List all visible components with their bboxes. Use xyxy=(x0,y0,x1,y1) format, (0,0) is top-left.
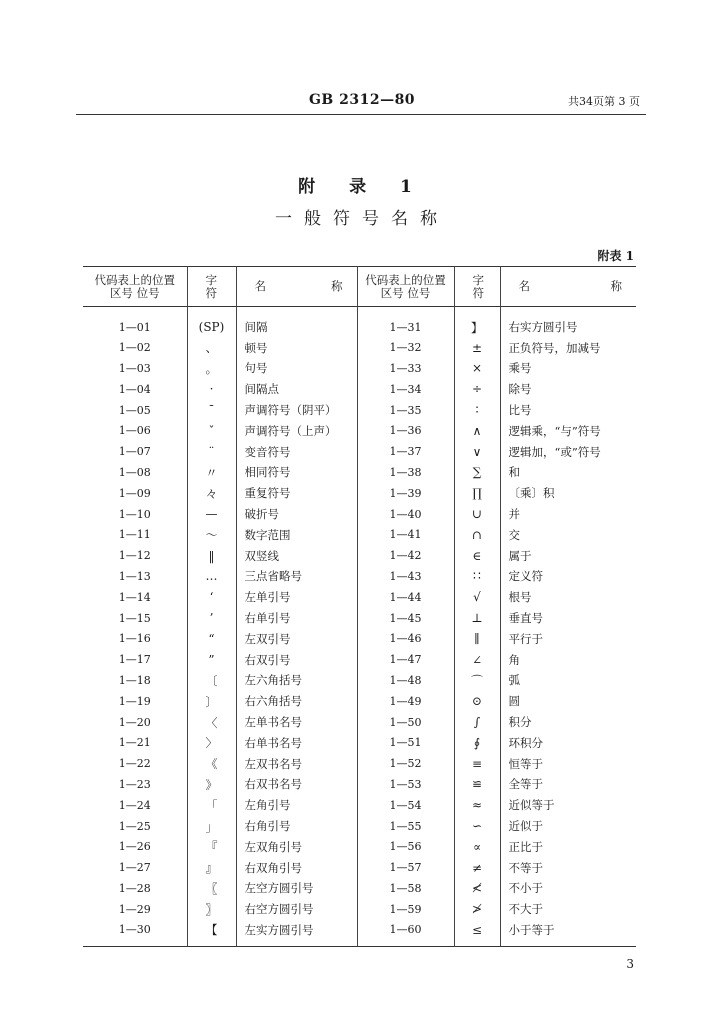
char-right: ⌒ xyxy=(454,670,500,691)
code-right: 1—55 xyxy=(357,816,454,837)
name-left: 间隔点 xyxy=(236,379,357,400)
code-right: 1—53 xyxy=(357,774,454,795)
char-right: ∩ xyxy=(454,524,500,545)
table-row xyxy=(83,337,636,358)
char-right: ∶ xyxy=(454,400,500,421)
code-left: 1—05 xyxy=(83,400,187,421)
char-left: … xyxy=(187,566,236,587)
char-right: ∷ xyxy=(454,566,500,587)
name-right: 除号 xyxy=(508,382,532,397)
name-right: 正负符号，加减号 xyxy=(508,340,601,355)
code-left: 1—02 xyxy=(83,337,187,358)
char-right: × xyxy=(454,358,500,379)
code-right: 1—47 xyxy=(357,649,454,670)
char-right: ∝ xyxy=(454,836,500,857)
code-right: 1—42 xyxy=(357,545,454,566)
code-left: 1—11 xyxy=(83,524,187,545)
char-right: ⊥ xyxy=(454,608,500,629)
char-right: ⊙ xyxy=(454,691,500,712)
code-right: 1—35 xyxy=(357,400,454,421)
char-left: 。 xyxy=(187,358,236,379)
char-left: 》 xyxy=(187,774,236,795)
code-left: 1—29 xyxy=(83,899,187,920)
name-left: 左单引号 xyxy=(236,587,357,608)
char-right: ≯ xyxy=(454,899,500,920)
table-row xyxy=(83,400,636,421)
table-row xyxy=(83,920,636,947)
code-left: 1—16 xyxy=(83,628,187,649)
code-left: 1—24 xyxy=(83,795,187,816)
name-right: 环积分 xyxy=(508,735,543,750)
symbol-table xyxy=(83,266,636,947)
name-right: 乘号 xyxy=(508,361,532,376)
table-row xyxy=(83,691,636,712)
char-right: ∥ xyxy=(454,628,500,649)
name-right: 近似等于 xyxy=(508,798,555,813)
table-row xyxy=(83,857,636,878)
char-right: ± xyxy=(454,337,500,358)
char-right: ≮ xyxy=(454,878,500,899)
table-row xyxy=(83,878,636,899)
table-row xyxy=(83,545,636,566)
code-left: 1—28 xyxy=(83,878,187,899)
table-row xyxy=(83,420,636,441)
char-right: ≌ xyxy=(454,774,500,795)
char-left: 《 xyxy=(187,753,236,774)
name-right: 不小于 xyxy=(508,881,543,896)
table-row xyxy=(83,649,636,670)
code-right: 1—51 xyxy=(357,732,454,753)
char-left: 々 xyxy=(187,483,236,504)
name-right: 近似于 xyxy=(508,819,543,834)
table-row xyxy=(83,774,636,795)
char-right: √ xyxy=(454,587,500,608)
name-right: 右实方圆引号 xyxy=(508,320,578,335)
char-left: ” xyxy=(187,649,236,670)
table-row xyxy=(83,307,636,338)
code-right: 1—46 xyxy=(357,628,454,649)
char-left: 「 xyxy=(187,795,236,816)
char-left: ˇ xyxy=(187,420,236,441)
name-right: 逻辑乘，“与”符号 xyxy=(508,423,601,438)
header-position-line1: 代码表上的位置 xyxy=(94,272,175,287)
char-left: — xyxy=(187,504,236,525)
table-body xyxy=(83,307,636,947)
code-left: 1—15 xyxy=(83,608,187,629)
table-label: 附表 1 xyxy=(597,249,634,263)
code-left: 1—17 xyxy=(83,649,187,670)
char-left: 、 xyxy=(187,337,236,358)
name-right: 定义符 xyxy=(508,569,543,584)
name-left: 左实方圆引号 xyxy=(236,920,357,947)
code-right: 1—33 xyxy=(357,358,454,379)
code-left: 1—20 xyxy=(83,712,187,733)
char-left: 〈 xyxy=(187,712,236,733)
name-left: 左角引号 xyxy=(236,795,357,816)
name-right: 正比于 xyxy=(508,839,543,854)
name-left: 右单书名号 xyxy=(236,732,357,753)
char-left: 』 xyxy=(187,857,236,878)
table-row xyxy=(83,462,636,483)
char-right: ≤ xyxy=(454,920,500,947)
char-right: ≡ xyxy=(454,753,500,774)
name-right: 并 xyxy=(508,507,520,522)
char-left: 『 xyxy=(187,836,236,857)
code-left: 1—30 xyxy=(83,920,187,947)
code-right: 1—32 xyxy=(357,337,454,358)
char-right: ∧ xyxy=(454,420,500,441)
char-left: 〗 xyxy=(187,899,236,920)
code-right: 1—45 xyxy=(357,608,454,629)
code-right: 1—50 xyxy=(357,712,454,733)
page-info: 共34页第 3 页 xyxy=(568,95,640,108)
name-right: 恒等于 xyxy=(508,756,543,771)
name-right: 圆 xyxy=(508,694,520,709)
header-position-line1: 代码表上的位置 xyxy=(365,272,446,287)
char-left: ～ xyxy=(187,524,236,545)
code-right: 1—59 xyxy=(357,899,454,920)
char-right: 】 xyxy=(454,307,500,338)
name-right: 平行于 xyxy=(508,631,543,646)
char-right: ∪ xyxy=(454,504,500,525)
char-right: ÷ xyxy=(454,379,500,400)
name-left: 顿号 xyxy=(236,337,357,358)
code-left: 1—04 xyxy=(83,379,187,400)
table-row xyxy=(83,628,636,649)
char-right: ∈ xyxy=(454,545,500,566)
table-row xyxy=(83,441,636,462)
char-left: ˉ xyxy=(187,400,236,421)
name-left: 左六角括号 xyxy=(236,670,357,691)
table-row xyxy=(83,753,636,774)
header-position-left xyxy=(83,267,187,307)
table-row xyxy=(83,566,636,587)
name-left: 左双书名号 xyxy=(236,753,357,774)
table-header-row xyxy=(83,267,636,307)
code-right: 1—54 xyxy=(357,795,454,816)
table-row xyxy=(83,504,636,525)
code-right: 1—43 xyxy=(357,566,454,587)
header-position-right xyxy=(357,267,454,307)
code-right: 1—48 xyxy=(357,670,454,691)
code-left: 1—27 xyxy=(83,857,187,878)
standard-number: GB 2312—80 xyxy=(308,92,416,108)
name-left: 左双角引号 xyxy=(236,836,357,857)
code-left: 1—07 xyxy=(83,441,187,462)
name-right: 比号 xyxy=(508,403,532,418)
char-left: ’ xyxy=(187,608,236,629)
code-right: 1—31 xyxy=(357,307,454,338)
header-divider xyxy=(76,114,646,115)
char-left: 〖 xyxy=(187,878,236,899)
char-right: ≠ xyxy=(454,857,500,878)
name-left: 右双角引号 xyxy=(236,857,357,878)
table-row xyxy=(83,670,636,691)
name-left: 三点省略号 xyxy=(236,566,357,587)
table-row xyxy=(83,712,636,733)
table-row xyxy=(83,608,636,629)
name-right: 全等于 xyxy=(508,777,543,792)
name-right: 弧 xyxy=(508,673,520,688)
char-left: · xyxy=(187,379,236,400)
code-right: 1—52 xyxy=(357,753,454,774)
name-left: 右单引号 xyxy=(236,608,357,629)
code-left: 1—01 xyxy=(83,307,187,338)
code-right: 1—57 xyxy=(357,857,454,878)
header-char-left: 字 符 xyxy=(187,267,236,307)
char-left: ¨ xyxy=(187,441,236,462)
code-left: 1—08 xyxy=(83,462,187,483)
code-left: 1—03 xyxy=(83,358,187,379)
char-left: 〃 xyxy=(187,462,236,483)
name-left: 双竖线 xyxy=(236,545,357,566)
code-left: 1—09 xyxy=(83,483,187,504)
table-row xyxy=(83,795,636,816)
char-left: ‘ xyxy=(187,587,236,608)
name-right: 根号 xyxy=(508,590,532,605)
code-right: 1—44 xyxy=(357,587,454,608)
name-left: 变音符号 xyxy=(236,441,357,462)
char-left: (SP) xyxy=(187,307,236,338)
table-row xyxy=(83,587,636,608)
code-right: 1—38 xyxy=(357,462,454,483)
name-left: 重复符号 xyxy=(236,483,357,504)
char-right: ∮ xyxy=(454,732,500,753)
page-number: 3 xyxy=(626,957,634,971)
code-left: 1—06 xyxy=(83,420,187,441)
header-name-right: 名 称 xyxy=(518,279,622,293)
code-right: 1—34 xyxy=(357,379,454,400)
code-left: 1—12 xyxy=(83,545,187,566)
name-left: 右空方圆引号 xyxy=(236,899,357,920)
code-left: 1—25 xyxy=(83,816,187,837)
name-left: 声调符号（上声） xyxy=(236,420,357,441)
appendix-title: 附 录 1 xyxy=(298,177,426,197)
name-left: 右双引号 xyxy=(236,649,357,670)
name-right: 不大于 xyxy=(508,902,543,917)
code-left: 1—18 xyxy=(83,670,187,691)
table-row xyxy=(83,524,636,545)
name-left: 右双书名号 xyxy=(236,774,357,795)
char-left: 」 xyxy=(187,816,236,837)
name-left: 间隔 xyxy=(236,307,357,338)
char-right: ∑ xyxy=(454,462,500,483)
name-right: 垂直号 xyxy=(508,611,543,626)
name-right: 〔乘〕积 xyxy=(508,486,555,501)
code-left: 1—13 xyxy=(83,566,187,587)
char-left: 【 xyxy=(187,920,236,947)
char-left: 〕 xyxy=(187,691,236,712)
char-left: “ xyxy=(187,628,236,649)
code-right: 1—58 xyxy=(357,878,454,899)
table-row xyxy=(83,816,636,837)
char-right: ∠ xyxy=(454,649,500,670)
char-right: ∏ xyxy=(454,483,500,504)
name-left: 右角引号 xyxy=(236,816,357,837)
name-left: 数字范围 xyxy=(236,524,357,545)
header-name-left: 名 称 xyxy=(236,267,357,307)
header-position-line2: 区号 位号 xyxy=(380,285,431,300)
name-right: 属于 xyxy=(508,548,532,563)
name-right: 和 xyxy=(508,465,520,480)
code-left: 1—26 xyxy=(83,836,187,857)
table-row xyxy=(83,379,636,400)
name-right: 不等于 xyxy=(508,860,543,875)
code-left: 1—22 xyxy=(83,753,187,774)
table-row xyxy=(83,358,636,379)
name-left: 左空方圆引号 xyxy=(236,878,357,899)
char-right: ∽ xyxy=(454,816,500,837)
code-right: 1—39 xyxy=(357,483,454,504)
name-left: 左单书名号 xyxy=(236,712,357,733)
header-char-right: 字 符 xyxy=(454,267,500,307)
char-left: ‖ xyxy=(187,545,236,566)
table-row xyxy=(83,732,636,753)
name-left: 右六角括号 xyxy=(236,691,357,712)
name-left: 左双引号 xyxy=(236,628,357,649)
table-row xyxy=(83,899,636,920)
char-left: 〔 xyxy=(187,670,236,691)
code-right: 1—37 xyxy=(357,441,454,462)
code-right: 1—41 xyxy=(357,524,454,545)
code-right: 1—40 xyxy=(357,504,454,525)
code-right: 1—60 xyxy=(357,920,454,947)
char-left: 〉 xyxy=(187,732,236,753)
code-right: 1—49 xyxy=(357,691,454,712)
table-row xyxy=(83,483,636,504)
code-left: 1—23 xyxy=(83,774,187,795)
code-left: 1—19 xyxy=(83,691,187,712)
name-right: 小于等于 xyxy=(508,922,555,937)
code-left: 1—14 xyxy=(83,587,187,608)
name-left: 破折号 xyxy=(236,504,357,525)
table-row xyxy=(83,836,636,857)
name-right: 交 xyxy=(508,527,520,542)
char-right: ∫ xyxy=(454,712,500,733)
name-left: 句号 xyxy=(236,358,357,379)
char-right: ∨ xyxy=(454,441,500,462)
name-left: 声调符号（阴平） xyxy=(236,400,357,421)
name-right: 逻辑加，“或”符号 xyxy=(508,444,601,459)
name-right: 角 xyxy=(508,652,520,667)
appendix-subtitle: 一般符号名称 xyxy=(275,209,449,229)
header-position-line2: 区号 位号 xyxy=(109,285,160,300)
char-right: ≈ xyxy=(454,795,500,816)
code-left: 1—21 xyxy=(83,732,187,753)
code-right: 1—36 xyxy=(357,420,454,441)
name-right: 积分 xyxy=(508,715,532,730)
code-left: 1—10 xyxy=(83,504,187,525)
name-left: 相同符号 xyxy=(236,462,357,483)
code-right: 1—56 xyxy=(357,836,454,857)
